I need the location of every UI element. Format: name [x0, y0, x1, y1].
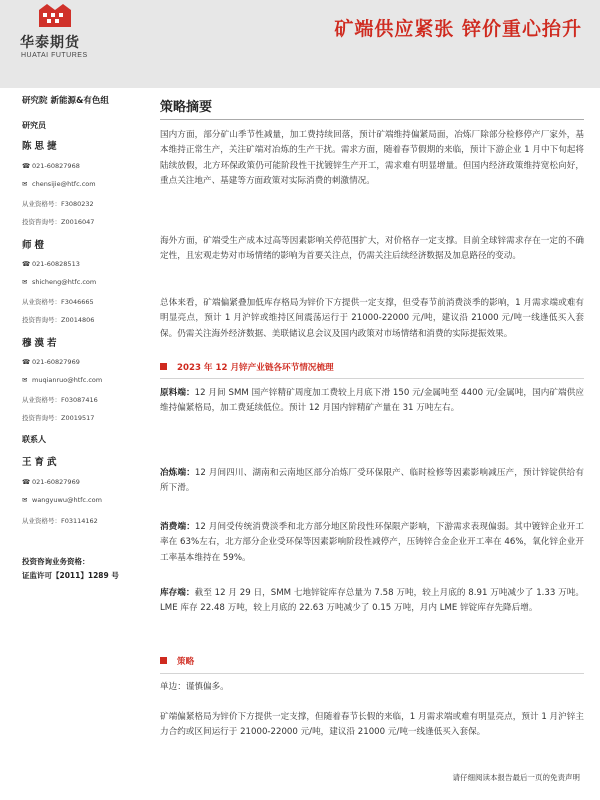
email-icon: ✉	[22, 278, 28, 286]
section-divider	[160, 119, 584, 120]
consumption-paragraph: 消费端：12 月间受传统消费淡季和北方部分地区阶段性环保限产影响，下游需求表现偏弱。其中镀锌企业开工率在 63%左右，北方部分企业受环保等因素影响阶段性减停产，压铸锌合金企业开工率在 46%，氧化锌企业开工率基本维持在 59%。	[160, 522, 584, 563]
analyst-phone: ☎ 021-60828513	[22, 260, 80, 268]
subsection-divider	[160, 673, 584, 674]
section-title: 策略摘要	[160, 100, 213, 115]
single-side-strategy: 单边：谨慎偏多。	[160, 682, 229, 692]
researchers-label: 研究员	[22, 121, 46, 130]
contact-label: 联系人	[22, 435, 46, 444]
contact-phone: ☎ 021-60827969	[22, 478, 80, 486]
department-label: 研究院 新能源&有色组	[22, 96, 109, 106]
consumption-label: 消费端：	[160, 522, 195, 532]
analyst-phone: ☎ 021-60827968	[22, 162, 80, 170]
summary-overall: 总体来看，矿端偏紧叠加低库存格局为锌价下方提供一定支撑，但受春节前消费淡季的影响，1 月需求端或难有明显亮点，预计 1 月沪锌或维持区间震荡运行于 21000-22000 元/吨，建议沿 21000 元/吨一线逢低买入套保。仍需关注海外经济数据、美联储议息会议及国内政策对市场情绪和消费的实际提振效果。	[160, 298, 584, 339]
email-icon: ✉	[22, 180, 28, 188]
analyst-phone: ☎ 021-60827969	[22, 358, 80, 366]
license-number: 证监许可【2011】1289 号	[22, 571, 119, 580]
raw-material-paragraph: 原料端：12 月间 SMM 国产锌精矿周度加工费较上月底下滑 150 元/金属吨至 4400 元/金属吨，国内矿端供应维持偏紧格局，加工费延续低位。预计 12 月国内锌精矿产量在 31 万吨左右。	[160, 388, 584, 414]
phone-icon: ☎	[22, 260, 31, 268]
square-bullet-icon	[160, 363, 167, 370]
analyst-qualification: 从业资格号：F03087416	[22, 396, 98, 404]
email-icon: ✉	[22, 496, 28, 504]
strategy-paragraph: 矿端偏紧格局为锌价下方提供一定支撑，但随着春节长假的来临，1 月需求端或难有明显亮点，预计 1 月沪锌主力合约或区间运行于 21000-22000 元/吨，建议沿 21000 元/吨一线逢低买入套保。	[160, 712, 584, 738]
analyst-email[interactable]: ✉ muqianruo@htfc.com	[22, 376, 103, 384]
huatai-logo-icon	[38, 2, 72, 28]
summary-overseas: 海外方面，矿端受生产成本过高等因素影响关停范围扩大，对价格存一定支撑。目前全球锌需求存在一定的不确定性，且宏观走势对市场情绪的影响为首要关注点，仍需关注后续经济数据及加息路径的变动。	[160, 236, 584, 262]
report-title: 矿端供应紧张 锌价重心抬升	[334, 18, 582, 40]
summary-domestic: 国内方面，部分矿山季节性减量，加工费持续回落，预计矿端维持偏紧局面，冶炼厂除部分检修停产厂家外，基本维持正常生产，关注矿端对冶炼的生产干扰。需求方面，随着春节假期的来临，预计下游企业 1 月中下旬起将陆续放假，北方环保政策仍可能阶段性干扰镀锌生产开工，需求难有明显增量。但国内经济政策维持宽松向好，重点关注地产、基建等方面政策对实际消费的刺激情况。	[160, 130, 584, 186]
contact-email[interactable]: ✉ wangyuwu@htfc.com	[22, 496, 102, 504]
subsection-strategy: 策略	[160, 655, 194, 667]
square-bullet-icon	[160, 657, 167, 664]
contact-qualification: 从业资格号：F03114162	[22, 517, 98, 525]
contact-name: 王育武	[22, 457, 60, 468]
analyst-qualification: 从业资格号：F3046665	[22, 298, 94, 306]
analyst-email[interactable]: ✉ shicheng@htfc.com	[22, 278, 97, 286]
analyst-consult-number: 投资咨询号：Z0016047	[22, 218, 95, 226]
analyst-consult-number: 投资咨询号：Z0014806	[22, 316, 95, 324]
analyst-name: 陈思捷	[22, 141, 60, 152]
phone-icon: ☎	[22, 358, 31, 366]
analyst-consult-number: 投资咨询号：Z0019517	[22, 414, 95, 422]
raw-material-label: 原料端：	[160, 388, 195, 398]
inventory-paragraph: 库存端：截至 12 月 29 日，SMM 七地锌锭库存总量为 7.58 万吨，较上月底的 8.91 万吨减少了 1.33 万吨。LME 库存 22.48 万吨，较上月底的 22.63 万吨减少了 0.15 万吨，月内 LME 锌锭库存先降后增。	[160, 588, 584, 614]
disclaimer-note: 请仔细阅读本报告最后一页的免责声明	[452, 773, 580, 782]
analyst-name: 穆漠若	[22, 338, 60, 349]
main-content	[160, 88, 584, 800]
smelting-paragraph: 冶炼端：12 月间四川、湖南和云南地区部分冶炼厂受环保限产、临时检修等因素影响减压产，预计锌锭供给有所下滑。	[160, 468, 584, 494]
phone-icon: ☎	[22, 478, 31, 486]
subsection-chain-review: 2023 年 12 月锌产业链各环节情况梳理	[160, 361, 334, 373]
subsection-divider	[160, 378, 584, 379]
brand-name-cn: 华泰期货	[20, 35, 80, 51]
inventory-label: 库存端：	[160, 588, 195, 598]
analyst-qualification: 从业资格号：F3080232	[22, 200, 94, 208]
email-icon: ✉	[22, 376, 28, 384]
analyst-email[interactable]: ✉ chensijie@htfc.com	[22, 180, 96, 188]
analyst-name: 师橙	[22, 240, 48, 251]
report-header	[0, 0, 600, 88]
brand-name-en: HUATAI FUTURES	[21, 52, 88, 59]
smelting-label: 冶炼端：	[160, 468, 195, 478]
phone-icon: ☎	[22, 162, 31, 170]
license-label: 投资咨询业务资格：	[22, 557, 90, 566]
sidebar	[0, 88, 146, 800]
